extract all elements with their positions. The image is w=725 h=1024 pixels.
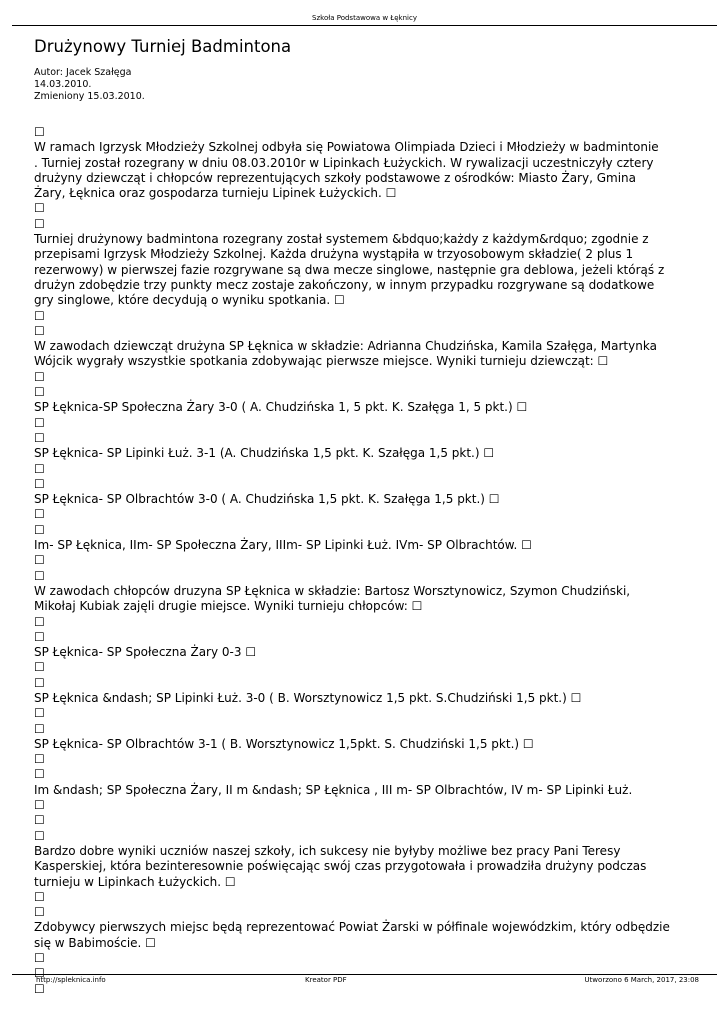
article-line: Bardzo dobre wyniki uczniów naszej szkoły, ich sukcesy nie byłyby możliwe bez pracy Pani Teresy bbox=[34, 843, 621, 858]
article-body bbox=[34, 125, 689, 997]
article-line: SP Łęknica- SP Olbrachtów 3-0 ( A. Chudzińska 1,5 pkt. K. Szałęga 1,5 pkt.) ☐ bbox=[34, 492, 500, 507]
article-line: ☐ bbox=[34, 614, 45, 629]
article-author: Autor: Jacek Szałęga bbox=[34, 67, 132, 78]
article-line: ☐ bbox=[34, 201, 45, 216]
article-line: ☐ bbox=[34, 813, 45, 828]
article-line: Mikołaj Kubiak zajęli drugie miejsce. Wyniki turnieju chłopców: ☐ bbox=[34, 599, 423, 614]
footer-generator: Kreator PDF bbox=[305, 976, 347, 984]
article-line: SP Łęknica &ndash; SP Lipinki Łuż. 3-0 ( B. Worsztynowicz 1,5 pkt. S.Chudziński 1,5 pkt.) ☐ bbox=[34, 690, 582, 705]
article-line: ☐ bbox=[34, 522, 45, 537]
article-line: SP Łęknica- SP Lipinki Łuż. 3-1 (A. Chudzińska 1,5 pkt. K. Szałęga 1,5 pkt.) ☐ bbox=[34, 446, 495, 461]
article-line: Wójcik wygrały wszystkie spotkania zdobywając pierwsze miejsce. Wyniki turnieju dziewcząt: ☐ bbox=[34, 354, 609, 369]
article-line: . Turniej został rozegrany w dniu 08.03.2010r w Lipinkach Łużyckich. W rywalizacji uczestniczyły cztery bbox=[34, 155, 654, 170]
article-line: ☐ bbox=[34, 828, 45, 843]
article-line: W zawodach chłopców druzyna SP Łęknica w składzie: Bartosz Worsztynowicz, Szymon Chudziński, bbox=[34, 583, 631, 598]
article-line: ☐ bbox=[34, 951, 45, 966]
article-line: ☐ bbox=[34, 476, 45, 491]
article-line: ☐ bbox=[34, 966, 45, 981]
article-line: ☐ bbox=[34, 385, 45, 400]
article-line: drużyn zdobędzie trzy punkty mecz zostaje zakończony, w innym przypadku rozgrywane są dodatkowe bbox=[34, 277, 655, 292]
article-line: ☐ bbox=[34, 981, 45, 996]
article-line: ☐ bbox=[34, 507, 45, 522]
article-line: ☐ bbox=[34, 629, 45, 644]
article-line: ☐ bbox=[34, 767, 45, 782]
school-name: Szkoła Podstawowa w Łęknicy bbox=[312, 14, 417, 22]
article-line: SP Łęknica- SP Społeczna Żary 0-3 ☐ bbox=[34, 645, 257, 660]
article-line: drużyny dziewcząt i chłopców reprezentujących szkoły podstawowe z ośrodków: Miasto Żary, Gmina bbox=[34, 170, 636, 185]
article-line: SP Łęknica- SP Olbrachtów 3-1 ( B. Worsztynowicz 1,5pkt. S. Chudziński 1,5 pkt.) ☐ bbox=[34, 736, 534, 751]
article-line: rezerwowy) w pierwszej fazie rozgrywane są dwa mecze singlowe, następnie gra deblowa, jeżeli którąś z bbox=[34, 262, 665, 277]
article-line: ☐ bbox=[34, 369, 45, 384]
article-line: ☐ bbox=[34, 308, 45, 323]
footer-divider bbox=[12, 974, 717, 975]
article-date: 14.03.2010. bbox=[34, 79, 92, 90]
article-line: Im &ndash; SP Społeczna Żary, II m &ndash; SP Łęknica , III m- SP Olbrachtów, IV m- SP Lipinki Łuż. bbox=[34, 782, 633, 797]
article-line: ☐ bbox=[34, 660, 45, 675]
article-modified: Zmieniony 15.03.2010. bbox=[34, 91, 145, 102]
article-line: ☐ bbox=[34, 430, 45, 445]
article-line: ☐ bbox=[34, 889, 45, 904]
article-line: Kasperskiej, która bezinteresownie poświęcając swój czas przygotowała i prowadziła drużyny podczas bbox=[34, 859, 647, 874]
article-line: Im- SP Łęknica, IIm- SP Społeczna Żary, IIIm- SP Lipinki Łuż. IVm- SP Olbrachtów. ☐ bbox=[34, 538, 532, 553]
article-line: się w Babimoście. ☐ bbox=[34, 935, 156, 950]
article-line: ☐ bbox=[34, 568, 45, 583]
article-line: ☐ bbox=[34, 461, 45, 476]
article-line: przepisami Igrzysk Młodzieży Szkolnej. Każda drużyna wystąpiła w trzyosobowym składzie( 2 plus 1 bbox=[34, 247, 634, 262]
article-line: gry singlowe, które decydują o wyniku spotkania. ☐ bbox=[34, 293, 345, 308]
article-line: W ramach Igrzysk Młodzieży Szkolnej odbyła się Powiatowa Olimpiada Dzieci i Młodzieży w badmintonie bbox=[34, 140, 659, 155]
article-line: ☐ bbox=[34, 553, 45, 568]
page-header bbox=[12, 14, 717, 26]
article-line: ☐ bbox=[34, 675, 45, 690]
article-line: SP Łęknica-SP Społeczna Żary 3-0 ( A. Chudzińska 1, 5 pkt. K. Szałęga 1, 5 pkt.) ☐ bbox=[34, 400, 528, 415]
footer-url: http://spleknica.info bbox=[36, 976, 106, 984]
article-line: ☐ bbox=[34, 752, 45, 767]
article-line: ☐ bbox=[34, 323, 45, 338]
article-line: Zdobywcy pierwszych miejsc będą reprezentować Powiat Żarski w półfinale wojewódzkim, który odbędzie bbox=[34, 920, 670, 935]
article-meta bbox=[34, 67, 145, 103]
article-line: Żary, Łęknica oraz gospodarza turnieju Lipinek Łużyckich. ☐ bbox=[34, 186, 397, 201]
article-line: turnieju w Lipinkach Łużyckich. ☐ bbox=[34, 874, 236, 889]
article-line: ☐ bbox=[34, 905, 45, 920]
article-line: W zawodach dziewcząt drużyna SP Łęknica w składzie: Adrianna Chudzińska, Kamila Szałęga, Martynka bbox=[34, 339, 657, 354]
article-line: ☐ bbox=[34, 125, 45, 139]
article-line: ☐ bbox=[34, 798, 45, 813]
article-line: Turniej drużynowy badmintona rozegrany został systemem &bdquo;każdy z każdym&rdquo; zgodnie z bbox=[34, 232, 649, 247]
article-title: Drużynowy Turniej Badmintona bbox=[34, 37, 292, 56]
article-line: ☐ bbox=[34, 706, 45, 721]
article-line: ☐ bbox=[34, 415, 45, 430]
article-line: ☐ bbox=[34, 216, 45, 231]
article-line: ☐ bbox=[34, 721, 45, 736]
footer-created: Utworzono 6 March, 2017, 23:08 bbox=[584, 976, 699, 984]
